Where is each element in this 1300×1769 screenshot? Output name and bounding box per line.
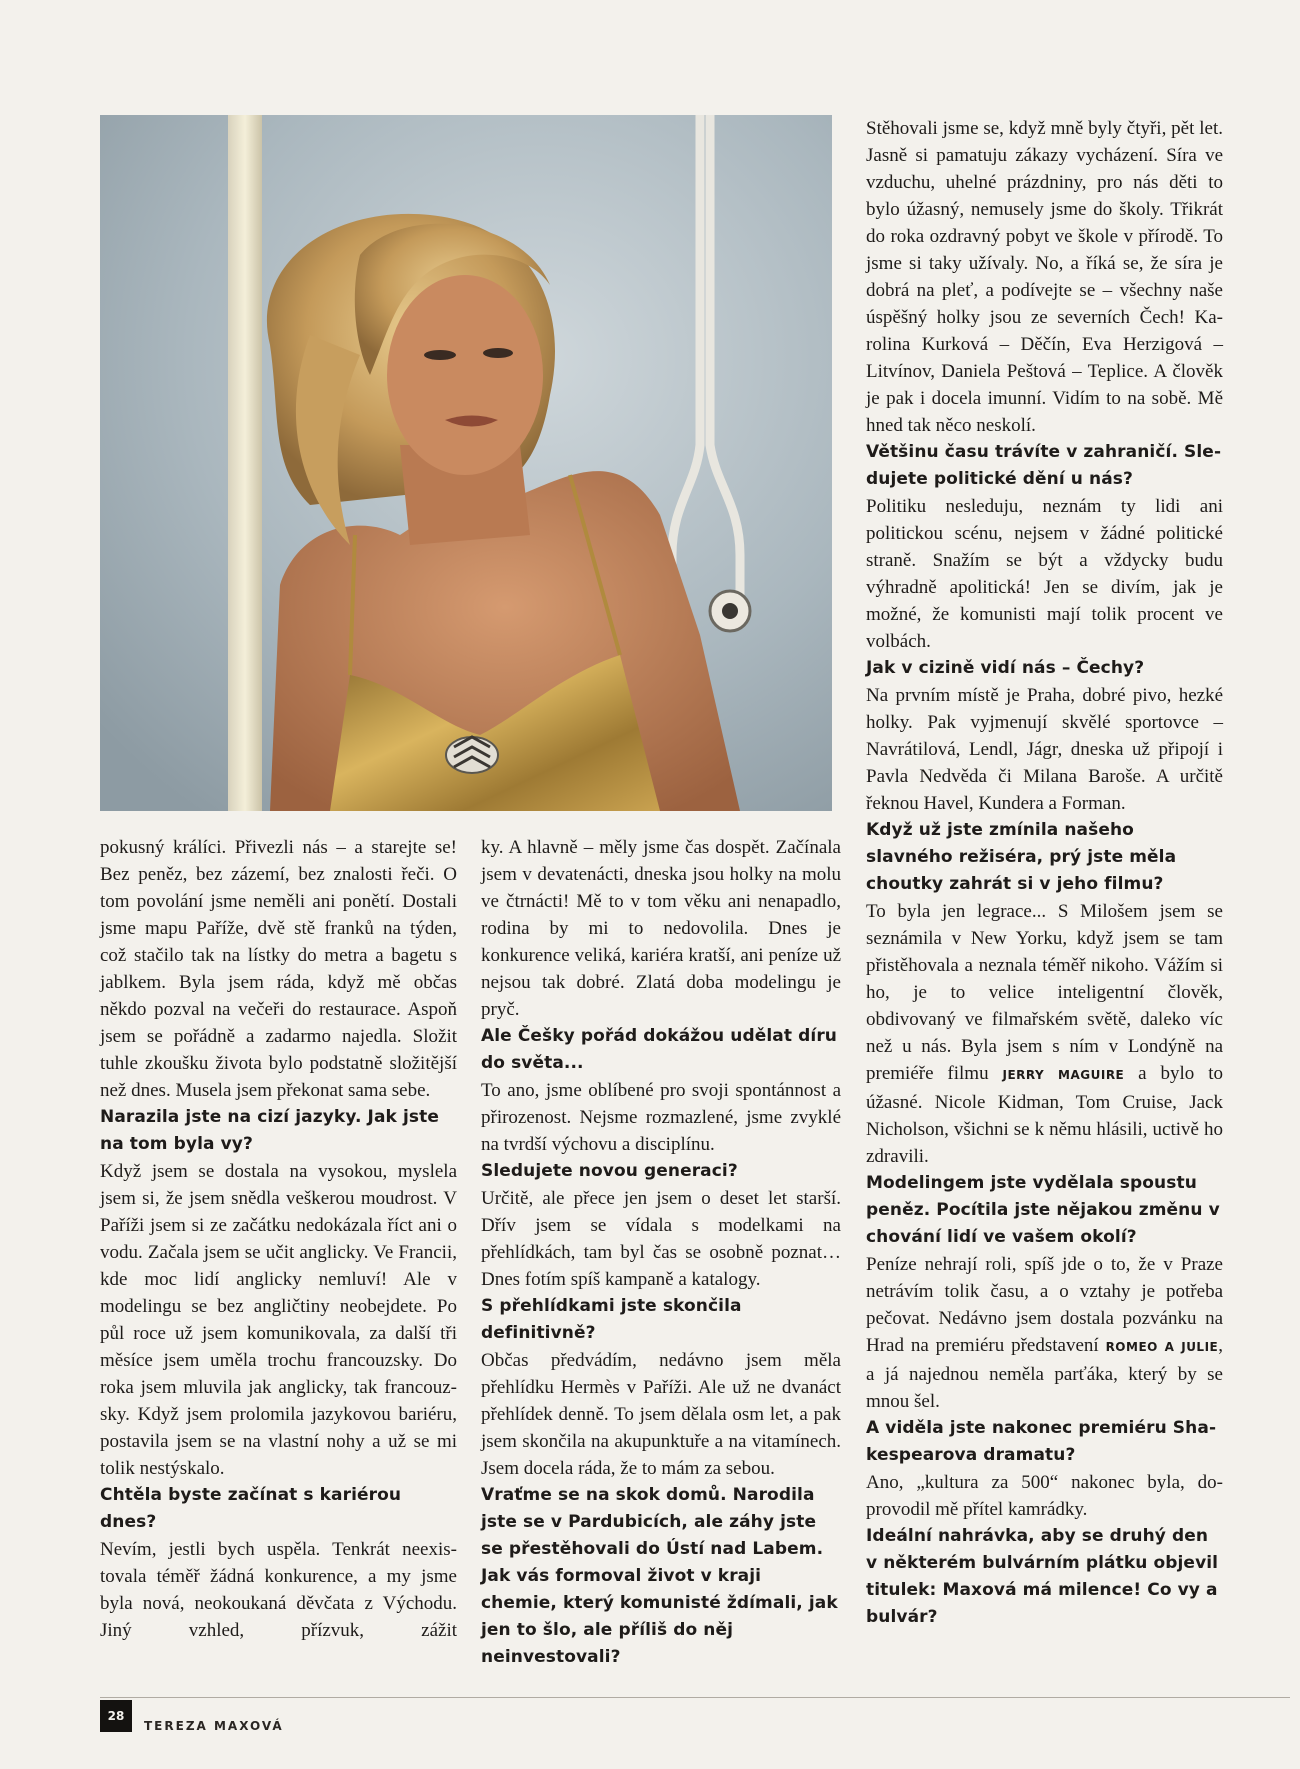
running-title: TEREZA MAXOVÁ	[144, 1719, 284, 1733]
question-heading: Sledujete novou generaci?	[481, 1161, 738, 1181]
paragraph: To ano, jsme oblíbené pro svoji spontánnost a přirozenost. Nejsme rozmazlené, jsme zvyklé na tvrdší výchovu a disciplínu.	[481, 1080, 841, 1155]
question-heading: Většinu času trávíte v zahraničí. Sledujete politické dění u nás?	[866, 442, 1222, 489]
paragraph: Stěhovali jsme se, když mně byly čtyři, pět let. Jasně si pamatuju zákazy vycházení. Síra ve vzduchu, uhelné prázdniny, pro nás děti to bylo úžasný, nemusely jsme do školy. Třikrát do roka ozdravný pobyt ve škole v přírodě. To jsme si taky užívaly. No, a říká se, že síra je dobrá na pleť, a podívejte se – všechny naše úspěšný holky jsou ze severních Čech! Karolina Kurková – Děčín, Eva Herzigová – Litvínov, Daniela Peštová – Teplice. A člověk je pak i docela imunní. Vidím to na sobě. Mě hned tak něco neskolí.	[866, 118, 1223, 436]
paragraph: pokusný králíci. Přivezli nás – a starejte se! Bez peněz, bez zázemí, bez znalosti řeči. O tom povolání jsme neměli ani ponětí. Dostali jsme mapu Paříže, dvě stě franků na týden, což stačilo tak na lístky do metra a bagetu s jablkem. Byla jsem ráda, když mě občas někdo pozval na večeři do restaurace. Aspoň jsem se pořádně a zadarmo najedla. Složit tuhle zkoušku života bylo podstatně složitější než dnes. Musela jsem překonat sama sebe.	[100, 837, 457, 1101]
play-title: ROMEO A JULIE	[1105, 1340, 1219, 1354]
footer-divider	[100, 1697, 1290, 1698]
question-heading: Chtěla byste začínat s kariérou dnes?	[100, 1485, 402, 1532]
paragraph: Ano, „kultura za 500“ nakonec byla, doprovodil mě přítel kamrádky.	[866, 1472, 1223, 1520]
question-heading: Jak v cizině vidí nás – Čechy?	[866, 658, 1145, 678]
question-heading: Modelingem jste vydělala spoustu peněz. Pocítila jste nějakou změnu v chování lidí ve vašem okolí?	[866, 1173, 1220, 1247]
paragraph: Politiku nesleduju, neznám ty lidi ani politickou scénu, nejsem v žádné politické straně. Snažím se být a vždycky budu výhradně apolitická! Jen se divím, jak je možné, že komunisti mají tolik procent ve volbách.	[866, 496, 1223, 652]
question-heading: A viděla jste nakonec premiéru Shakespearova dramatu?	[866, 1418, 1216, 1465]
text-run: To byla jen legrace... S Milošem jsem se seznámila v New Yorku, když jsem se tam přistěhovala a neznala téměř nikoho. Vážím si ho, je to velice inteligentní člověk, obdivovaný ve filmařském světě, daleko víc než u nás. Byla jsem s ním v Londýně na premiéře filmu	[866, 901, 1223, 1084]
text-run: a bylo to úžasné. Nicole Kidman, Tom Cruise, Jack Nicholson, všichni se k němu hlásili, uctivě ho zdravili.	[866, 1063, 1223, 1167]
portrait-illustration	[100, 115, 832, 811]
paragraph: Nevím, jestli bych uspěla. Tenkrát neexistovala téměř žádná konkurence, a my jsme byla nová, neokoukaná děvčata z Východu. Jiný vzhled, přízvuk, zážit	[100, 1539, 457, 1641]
question-heading: Ale Češky pořád dokážou udělat díru do světa...	[481, 1026, 838, 1073]
question-heading: Vraťme se na skok domů. Narodila jste se v Pardubicích, ale záhy jste se přestěhovali do Ústí nad Labem. Jak vás formoval život v kraji chemie, který komunisté ždímali, jak jen to šlo, ale příliš do něj neinvestovali?	[481, 1485, 838, 1667]
question-heading: Narazila jste na cizí jazyky. Jak jste na tom byla vy?	[100, 1107, 439, 1154]
paragraph	[866, 898, 1223, 1170]
film-title: JERRY MAGUIRE	[1002, 1068, 1125, 1082]
text-column-2	[481, 834, 841, 1671]
paragraph: ky. A hlavně – měly jsme čas dospět. Začínala jsem v devatenácti, dneska jsou holky na molu ve čtrnácti! Mě to v tom věku ani nenapadlo, rodina by mi to nedovolila. Dnes je konkurence veliká, kariéra kratší, ani peníze už nejsou tak dobré. Zlatá doba modelingu je pryč.	[481, 837, 841, 1020]
paragraph: Když jsem se dostala na vysokou, myslela jsem si, že jsem snědla veškerou moudrost. V Paříži jsem si ze začátku nedokázala říct ani o vodu. Začala jsem se učit anglicky. Ve Francii, kde moc lidí anglicky nemluví! Ale v modelingu se bez angličtiny neobejdete. Po půl roce už jsem komunikovala, za další tři měsíce jsem uměla trochu francouzsky. Do roka jsem mluvila jak anglicky, tak francouzsky. Když jsem prolomila jazykovou bariéru, postavila jsem se na vlastní nohy a už se mi tolik nestýskalo.	[100, 1161, 457, 1479]
page-number: 28	[100, 1700, 132, 1732]
paragraph: Na prvním místě je Praha, dobré pivo, hezké holky. Pak vyjmenují skvělé sportovce – Navrátilová, Lendl, Jágr, dneska už připojí i Pavla Nedvěda či Milana Baroše. A určitě řeknou Havel, Kundera a Forman.	[866, 685, 1223, 814]
portrait-photo	[100, 115, 832, 811]
question-heading: Když už jste zmínila našeho slavného režiséra, prý jste měla choutky zahrát si v jeho filmu?	[866, 820, 1177, 894]
text-run: Peníze nehrají roli, spíš jde o to, že v Praze netrávím tolik času, a o vztahy je potřeba pečovat. Nedávno jsem dostala pozvánku na Hrad na premiéru představení	[866, 1254, 1223, 1356]
text-column-3	[866, 115, 1223, 1631]
question-heading: S přehlídkami jste skončila definitivně?	[481, 1296, 742, 1343]
question-heading: Ideální nahrávka, aby se druhý den v některém bulvárním plátku objevil titulek: Maxová má milence! Co vy a bulvár?	[866, 1526, 1219, 1627]
text-column-1	[100, 834, 457, 1644]
paragraph: Určitě, ale přece jen jsem o deset let starší. Dřív jsem se vídala s modelkami na přehlídkách, tam byl čas se osobně poznat… Dnes fotím spíš kampaně a katalogy.	[481, 1188, 841, 1290]
text-run: , a já najednou neměla parťáka, který by se mnou šel.	[866, 1335, 1223, 1412]
paragraph	[866, 1251, 1223, 1415]
paragraph: Občas předvádím, nedávno jsem měla přehlídku Hermès v Paříži. Ale už ne dvanáct přehlídek denně. To jsem dělala osm let, a pak jsem skončila na akupunktuře a na vitamínech. Jsem docela ráda, že to mám za sebou.	[481, 1350, 841, 1479]
